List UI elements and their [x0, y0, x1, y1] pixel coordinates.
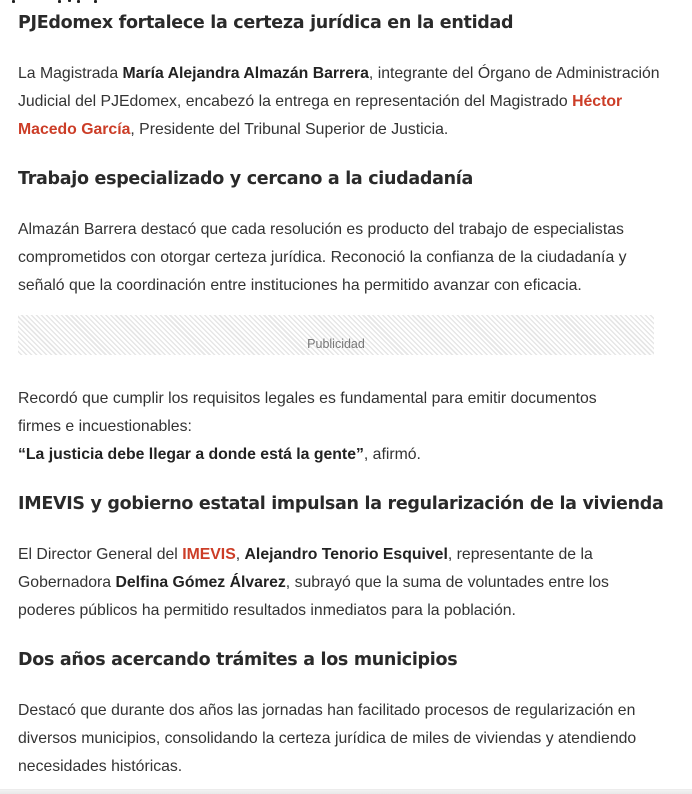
- organization-link[interactable]: IMEVIS: [182, 546, 236, 563]
- advertisement-placeholder: [18, 315, 654, 355]
- section-heading: IMEVIS y gobierno estatal impulsan la regularización de la vivienda: [18, 494, 664, 514]
- person-link[interactable]: Héctor Macedo García: [18, 93, 623, 138]
- text: La Magistrada: [18, 65, 123, 82]
- text: , integrante del Órgano de Administración Judicial del PJEdomex, encabezó la entrega en representación del Magistrado: [18, 65, 660, 110]
- paragraph: [18, 385, 628, 469]
- paragraph: [18, 60, 663, 144]
- bottom-edge: [0, 789, 692, 794]
- cutoff-previous-line: [18, 0, 692, 2]
- bold-name: Delfina Gómez Álvarez: [115, 574, 286, 591]
- ad-label: Publicidad: [307, 337, 365, 351]
- bold-name: Alejandro Tenorio Esquivel: [244, 546, 448, 563]
- section-heading: PJEdomex fortalece la certeza jurídica en la entidad: [18, 13, 514, 33]
- quote: “La justicia debe llegar a donde está la gente”: [18, 446, 364, 463]
- text: , Presidente del Tribunal Superior de Justicia.: [130, 121, 449, 138]
- text: , afirmó.: [363, 446, 421, 463]
- paragraph: Almazán Barrera destacó que cada resolución es producto del trabajo de especialistas comprometidos con otorgar certeza jurídica. Reconoció la confianza de la ciudadanía y señaló que la coordinación entre instituciones ha permitido avanzar con eficacia.: [18, 221, 627, 294]
- paragraph: Destacó que durante dos años las jornadas han facilitado procesos de regularización en diversos municipios, consolidando la certeza jurídica de miles de viviendas y atendiendo necesidades históricas.: [18, 702, 637, 775]
- paragraph: [18, 541, 638, 625]
- section-heading: Trabajo especializado y cercano a la ciudadanía: [18, 169, 473, 189]
- text: , representante de la Gobernadora: [18, 546, 593, 591]
- section-heading: Dos años acercando trámites a los municipios: [18, 650, 458, 670]
- text: ,: [235, 546, 245, 563]
- text: El Director General del: [18, 546, 183, 563]
- text: Recordó que cumplir los requisitos legales es fundamental para emitir documentos firmes e incuestionables:: [18, 390, 597, 435]
- bold-name: María Alejandra Almazán Barrera: [122, 65, 369, 82]
- text: , subrayó que la suma de voluntades entre los poderes públicos ha permitido resultados inmediatos para la población.: [18, 574, 609, 619]
